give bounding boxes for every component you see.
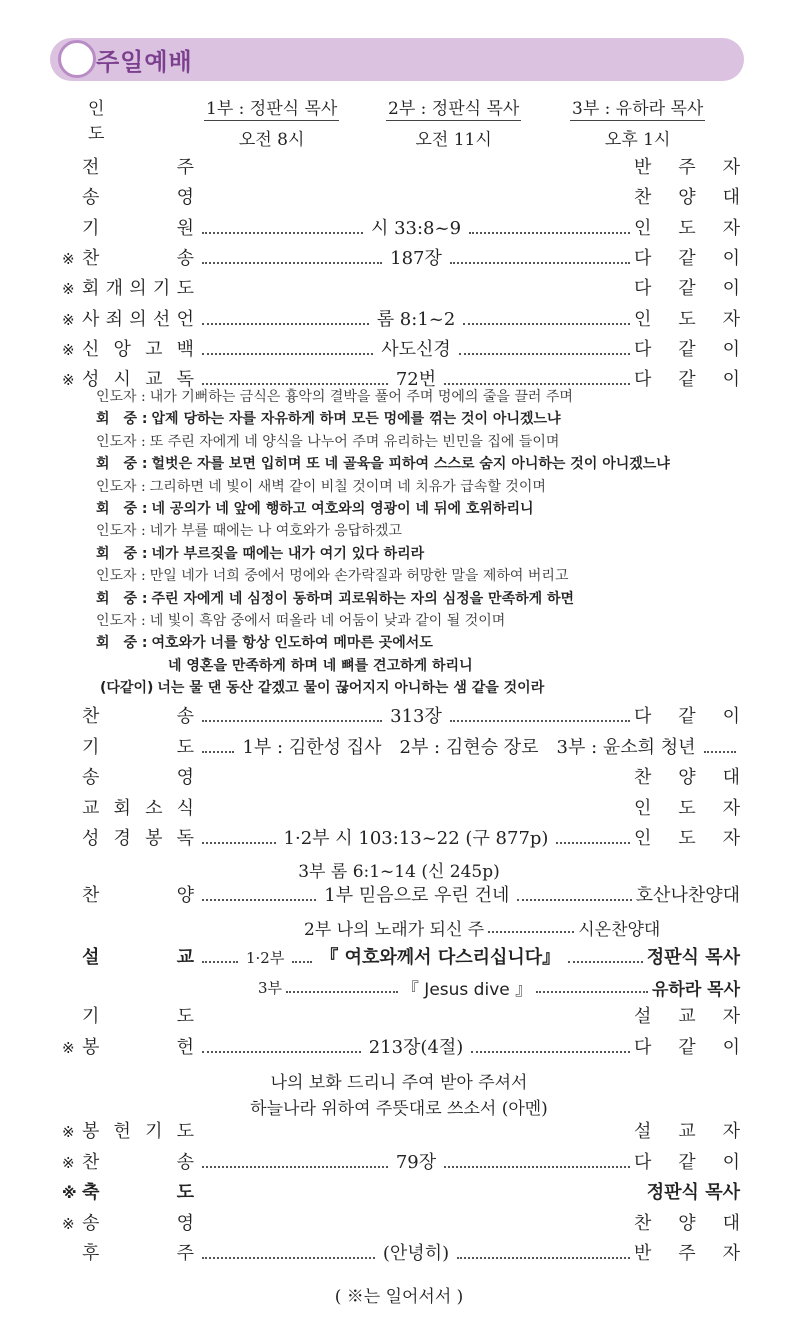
anthem-line2: 2부 나의 노래가 되신 주 [304, 920, 485, 940]
order-leader: 인 도 자 [634, 828, 740, 849]
responsive-line [96, 498, 534, 518]
offering-lyric-1: 나의 보화 드리니 주여 받아 주셔서 [270, 1073, 528, 1093]
responsive-text: 만일 네가 너희 중에서 멍에와 손가락질과 허망한 말을 제하여 버리고 [149, 568, 569, 585]
offering-lyric-2: 하늘나라 위하여 주뜻대로 쓰소서 (아멘) [250, 1099, 548, 1119]
order-leader: 반 주 자 [634, 157, 740, 178]
order-label: 송 영 [82, 767, 194, 788]
order-row [62, 1240, 740, 1268]
order-row [62, 734, 740, 762]
order-label: 찬 양 [82, 885, 194, 906]
responsive-text: 그리하면 네 빛이 새벽 같이 비칠 것이며 네 치유가 급속할 것이며 [149, 478, 546, 495]
order-row [62, 1003, 740, 1031]
responsive-text: 네가 부를 때에는 나 여호와가 응답하겠고 [149, 523, 402, 540]
responsive-line [96, 453, 670, 473]
sermon-parts: 1·2부 [246, 949, 285, 967]
order-label: 교 회 소 식 [82, 797, 194, 819]
responsive-line [96, 476, 546, 496]
order-label: 봉 헌 [82, 1036, 194, 1058]
order-row [62, 245, 740, 273]
order-label: 회 개 의 기 도 [82, 278, 194, 300]
responsive-speaker: 인도자 : [96, 389, 146, 405]
responsive-line [100, 677, 544, 697]
stand-mark: ※ [62, 1214, 75, 1233]
order-leader: 다 같 이 [634, 1151, 740, 1173]
order-row [62, 215, 740, 243]
responsive-line [96, 610, 505, 630]
order-detail: 313장 [390, 706, 442, 727]
responsive-line [96, 431, 559, 451]
order-leader: 반 주 자 [634, 1243, 740, 1264]
order-detail: 롬 8:1~2 [376, 308, 456, 330]
responsive-line [96, 520, 402, 540]
section-banner [50, 38, 744, 81]
stand-mark: ※ [62, 1184, 77, 1202]
leader-name: 1부 : 정판식 목사 [204, 94, 339, 121]
leaders-label: 인도 [88, 99, 133, 144]
order-label: 기 원 [82, 217, 194, 239]
order-leader: 찬 양 대 [634, 767, 740, 788]
stand-mark: ※ [62, 280, 75, 299]
order-row [62, 1034, 740, 1062]
leader-name: 2부 : 정판식 목사 [386, 94, 521, 121]
order-row-sermon [62, 944, 740, 972]
responsive-speaker: 회 중 : [96, 456, 148, 473]
order-label: 찬 송 [82, 1151, 194, 1173]
order-detail: 72번 [395, 369, 437, 391]
order-detail: 사도신경 [381, 338, 451, 360]
responsive-speaker: 인도자 : [96, 613, 146, 629]
sermon-parts2: 3부 [258, 979, 283, 997]
order-leader: 설 교 자 [634, 1006, 740, 1027]
order-row [62, 1210, 740, 1238]
responsive-text: 네 영혼을 만족하게 하며 네 뼈를 견고하게 하리니 [168, 657, 473, 674]
order-label: 축 도 [82, 1182, 194, 1203]
order-row [62, 764, 740, 792]
order-label: 송 영 [82, 187, 194, 209]
order-leader: 다 같 이 [634, 369, 740, 391]
responsive-line [96, 386, 573, 406]
order-label: 송 영 [82, 1212, 194, 1234]
responsive-speaker: 인도자 : [96, 568, 146, 585]
responsive-speaker: (다같이) [100, 680, 154, 697]
order-row [62, 184, 740, 212]
order-label: 신 앙 고 백 [82, 338, 194, 360]
responsive-text: 주린 자에게 네 심정이 동하며 괴로워하는 자의 심정을 만족하게 하면 [151, 590, 575, 607]
leader-name: 3부 : 유하라 목사 [570, 94, 705, 121]
responsive-text: 압제 당하는 자를 자유하게 하며 모든 멍에를 꺾는 것이 아니겠느냐 [151, 411, 561, 428]
sermon-title: 『 여호와께서 다스리십니다』 [320, 947, 561, 968]
responsive-text: 헐벗은 자를 보면 입히며 또 네 골육을 피하여 스스로 숨지 아니하는 것이 아니겠느냐 [151, 456, 670, 473]
order-row [62, 275, 740, 303]
responsive-line [96, 408, 561, 428]
order-row [62, 825, 740, 853]
responsive-speaker: 인도자 : [96, 523, 146, 540]
responsive-speaker: 인도자 : [96, 478, 146, 495]
sermon-title2: 『 Jesus dive 』 [401, 980, 533, 1000]
leader-col [570, 94, 705, 150]
order-detail: 187장 [390, 247, 442, 269]
responsive-speaker: 인도자 : [96, 433, 146, 450]
order-row [62, 1149, 740, 1177]
order-label: 찬 송 [82, 706, 194, 727]
leader-col [386, 94, 521, 150]
stand-mark: ※ [62, 310, 75, 329]
order-row [62, 154, 740, 182]
order-leader: 다 같 이 [634, 278, 740, 300]
order-label: 전 주 [82, 157, 194, 178]
responsive-text: 내가 기뻐하는 금식은 흉악의 결박을 풀어 주며 멍에의 줄을 끌러 주며 [149, 389, 573, 405]
stand-mark: ※ [62, 371, 75, 390]
anthem-choir2: 시온찬양대 [578, 920, 661, 940]
responsive-speaker: 회 중 : [96, 411, 148, 428]
order-row-anthem [62, 882, 740, 910]
order-leader: 찬 양 대 [634, 187, 740, 209]
order-label: 봉 헌 기 도 [82, 1121, 194, 1142]
order-label: 후 주 [82, 1243, 194, 1264]
footnote: ( ※는 일어서서 ) [334, 1287, 464, 1307]
responsive-text: 네가 부르짖을 때에는 내가 여기 있다 하리라 [151, 545, 425, 562]
order-leader: 인 도 자 [634, 217, 740, 239]
responsive-line [96, 565, 568, 585]
order-detail: 1·2부 시 103:13~22 (구 877p) [283, 828, 549, 849]
order-leader: 인 도 자 [634, 308, 740, 330]
responsive-speaker: 회 중 : [96, 635, 148, 652]
responsive-text: 네 공의가 네 앞에 행하고 여호와의 영광이 네 뒤에 호위하리니 [151, 501, 534, 517]
order-label: 사 죄 의 선 언 [82, 308, 194, 330]
responsive-speaker: 회 중 : [96, 545, 148, 562]
order-leader: 인 도 자 [634, 797, 740, 819]
order-label: 성 경 봉 독 [82, 828, 194, 849]
order-label: 설 교 [82, 947, 194, 968]
order-row [62, 703, 740, 731]
stand-mark: ※ [62, 249, 75, 268]
responsive-speaker: 회 중 : [96, 501, 148, 517]
order-row [62, 1179, 740, 1207]
responsive-speaker: 회 중 : [96, 590, 148, 607]
order-label: 찬 송 [82, 247, 194, 269]
order-row [62, 795, 740, 823]
responsive-line [96, 543, 424, 563]
order-row [62, 306, 740, 334]
responsive-line [96, 632, 433, 652]
order-label: 성 시 교 독 [82, 369, 194, 391]
order-leader: 찬 양 대 [634, 1212, 740, 1234]
order-detail: 79장 [395, 1151, 437, 1173]
leader-col [204, 94, 339, 150]
responsive-text: 여호와가 너를 항상 인도하여 메마른 곳에서도 [151, 635, 433, 652]
order-row [62, 1118, 740, 1146]
order-label: 기 도 [82, 736, 194, 758]
responsive-text: 또 주린 자에게 네 양식을 나누어 주며 유리하는 빈민을 집에 들이며 [149, 433, 560, 450]
responsive-line [164, 655, 473, 675]
leader-time: 오후 1시 [604, 130, 671, 150]
stand-mark: ※ [62, 1153, 75, 1172]
leader-time: 오전 8시 [238, 130, 305, 150]
anthem-line1: 1부 믿음으로 우린 건네 [324, 885, 510, 906]
leader-time: 오전 11시 [415, 130, 492, 150]
responsive-line [96, 588, 574, 608]
section-title: 주일예배 [96, 48, 193, 76]
order-detail: 시 33:8~9 [370, 217, 462, 239]
order-detail: (안녕히) [382, 1243, 450, 1264]
order-leader: 설 교 자 [634, 1121, 740, 1142]
order-label: 기 도 [82, 1006, 194, 1027]
order-leader: 다 같 이 [634, 1036, 740, 1058]
stand-mark: ※ [62, 1123, 75, 1141]
stand-mark: ※ [62, 1038, 75, 1057]
anthem-line2-row [304, 915, 660, 940]
responsive-text: 네 빛이 흑암 중에서 떠올라 네 어둠이 낮과 같이 될 것이며 [149, 613, 506, 629]
order-leader: 정판식 목사 [646, 1182, 740, 1203]
order-leader: 다 같 이 [634, 247, 740, 269]
sermon-preacher1: 정판식 목사 [646, 947, 740, 968]
order-leader: 다 같 이 [634, 338, 740, 360]
order-row [62, 336, 740, 364]
anthem-choir1: 호산나찬양대 [635, 885, 740, 906]
order-detail: 213장(4절) [368, 1036, 464, 1058]
sermon-preacher2: 유하라 목사 [651, 980, 741, 1000]
reading-part3: 3부 롬 6:1~14 (신 245p) [298, 862, 500, 882]
sermon-row2 [258, 975, 740, 1000]
stand-mark: ※ [62, 340, 75, 359]
order-detail: 1부 : 김한성 집사 2부 : 김현승 장로 3부 : 윤소희 청년 [242, 736, 696, 758]
responsive-text: 너는 물 댄 동산 같겠고 물이 끊어지지 아니하는 샘 같을 것이라 [157, 680, 545, 697]
order-leader: 다 같 이 [634, 706, 740, 727]
circle-badge-icon [58, 40, 96, 78]
